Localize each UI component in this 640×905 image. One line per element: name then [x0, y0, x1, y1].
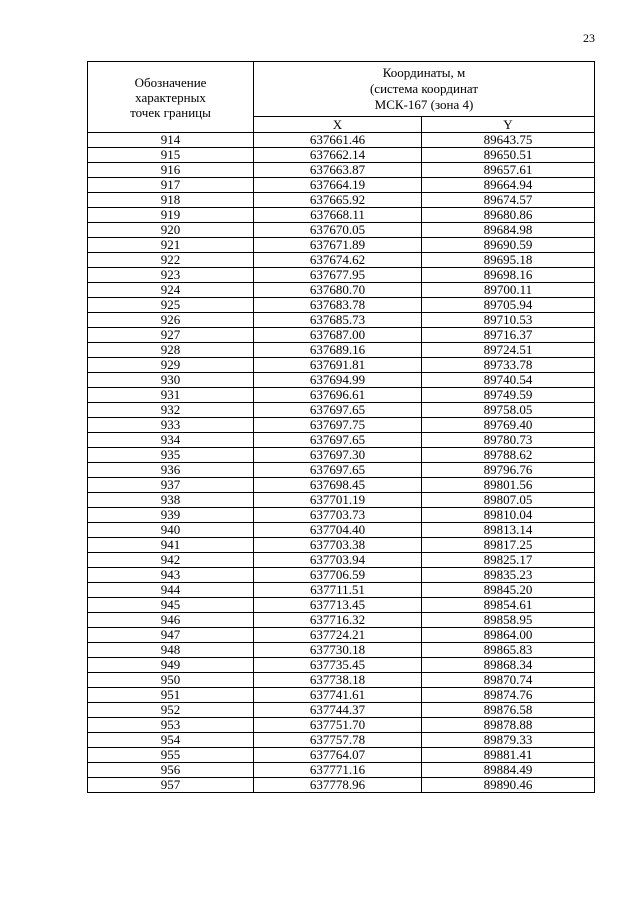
- table-row: [88, 553, 595, 568]
- table-row: [88, 388, 595, 403]
- table-row: [88, 163, 595, 178]
- point-number: 947: [88, 628, 254, 643]
- y-coordinate: 89643.75: [422, 133, 595, 148]
- table-row: [88, 568, 595, 583]
- y-coordinate: 89801.56: [422, 478, 595, 493]
- table-row: [88, 178, 595, 193]
- x-coordinate: 637685.73: [254, 313, 422, 328]
- table-row: [88, 523, 595, 538]
- x-coordinate: 637701.19: [254, 493, 422, 508]
- table-row: [88, 223, 595, 238]
- x-coordinate: 637687.00: [254, 328, 422, 343]
- x-coordinate: 637703.38: [254, 538, 422, 553]
- x-coordinate: 637730.18: [254, 643, 422, 658]
- point-number: 954: [88, 733, 254, 748]
- table-row: [88, 598, 595, 613]
- x-coordinate: 637683.78: [254, 298, 422, 313]
- table-row: [88, 193, 595, 208]
- y-coordinate: 89881.41: [422, 748, 595, 763]
- header-coords-line: МСК-167 (зона 4): [374, 96, 474, 112]
- point-number: 915: [88, 148, 254, 163]
- x-coordinate: 637764.07: [254, 748, 422, 763]
- table-row: [88, 268, 595, 283]
- header-designation-line: Обозначение: [134, 74, 207, 90]
- point-number: 949: [88, 658, 254, 673]
- table-row: [88, 583, 595, 598]
- table-row: [88, 403, 595, 418]
- point-number: 956: [88, 763, 254, 778]
- table-row: [88, 298, 595, 313]
- table-row: [88, 478, 595, 493]
- y-coordinate: 89674.57: [422, 193, 595, 208]
- x-coordinate: 637771.16: [254, 763, 422, 778]
- point-number: 945: [88, 598, 254, 613]
- point-number: 923: [88, 268, 254, 283]
- x-coordinate: 637663.87: [254, 163, 422, 178]
- point-number: 946: [88, 613, 254, 628]
- y-coordinate: 89807.05: [422, 493, 595, 508]
- y-coordinate: 89749.59: [422, 388, 595, 403]
- x-coordinate: 637697.75: [254, 418, 422, 433]
- y-coordinate: 89825.17: [422, 553, 595, 568]
- point-number: 938: [88, 493, 254, 508]
- table-row: [88, 373, 595, 388]
- y-coordinate: 89733.78: [422, 358, 595, 373]
- point-number: 944: [88, 583, 254, 598]
- table-row: [88, 283, 595, 298]
- table-row: [88, 613, 595, 628]
- header-y: Y: [422, 116, 595, 132]
- y-coordinate: 89868.34: [422, 658, 595, 673]
- y-coordinate: 89810.04: [422, 508, 595, 523]
- point-number: 953: [88, 718, 254, 733]
- x-coordinate: 637670.05: [254, 223, 422, 238]
- y-coordinate: 89817.25: [422, 538, 595, 553]
- y-coordinate: 89710.53: [422, 313, 595, 328]
- x-coordinate: 637716.32: [254, 613, 422, 628]
- table-row: [88, 748, 595, 763]
- y-coordinate: 89780.73: [422, 433, 595, 448]
- y-coordinate: 89835.23: [422, 568, 595, 583]
- x-coordinate: 637751.70: [254, 718, 422, 733]
- table-row: [88, 763, 595, 778]
- table-row: [88, 688, 595, 703]
- x-coordinate: 637689.16: [254, 343, 422, 358]
- point-number: 920: [88, 223, 254, 238]
- x-coordinate: 637713.45: [254, 598, 422, 613]
- point-number: 936: [88, 463, 254, 478]
- point-number: 950: [88, 673, 254, 688]
- point-number: 929: [88, 358, 254, 373]
- x-coordinate: 637694.99: [254, 373, 422, 388]
- x-coordinate: 637706.59: [254, 568, 422, 583]
- point-number: 955: [88, 748, 254, 763]
- y-coordinate: 89890.46: [422, 778, 595, 793]
- point-number: 926: [88, 313, 254, 328]
- header-coords-line: (система координат: [369, 80, 479, 96]
- y-coordinate: 89705.94: [422, 298, 595, 313]
- y-coordinate: 89758.05: [422, 403, 595, 418]
- y-coordinate: 89680.86: [422, 208, 595, 223]
- y-coordinate: 89865.83: [422, 643, 595, 658]
- point-number: 940: [88, 523, 254, 538]
- point-number: 934: [88, 433, 254, 448]
- x-coordinate: 637696.61: [254, 388, 422, 403]
- x-coordinate: 637697.65: [254, 403, 422, 418]
- x-coordinate: 637741.61: [254, 688, 422, 703]
- table-row: [88, 448, 595, 463]
- table-row: [88, 313, 595, 328]
- table-row: [88, 253, 595, 268]
- y-coordinate: 89864.00: [422, 628, 595, 643]
- y-coordinate: 89657.61: [422, 163, 595, 178]
- point-number: 921: [88, 238, 254, 253]
- y-coordinate: 89700.11: [422, 283, 595, 298]
- y-coordinate: 89858.95: [422, 613, 595, 628]
- point-number: 952: [88, 703, 254, 718]
- table-row: [88, 208, 595, 223]
- coordinates-table: [87, 61, 595, 793]
- table-body: [88, 133, 595, 793]
- x-coordinate: 637665.92: [254, 193, 422, 208]
- point-number: 925: [88, 298, 254, 313]
- table-row: [88, 718, 595, 733]
- point-number: 928: [88, 343, 254, 358]
- table-row: [88, 538, 595, 553]
- point-number: 917: [88, 178, 254, 193]
- y-coordinate: 89740.54: [422, 373, 595, 388]
- point-number: 930: [88, 373, 254, 388]
- table-row: [88, 673, 595, 688]
- x-coordinate: 637778.96: [254, 778, 422, 793]
- x-coordinate: 637744.37: [254, 703, 422, 718]
- point-number: 935: [88, 448, 254, 463]
- point-number: 957: [88, 778, 254, 793]
- x-coordinate: 637735.45: [254, 658, 422, 673]
- point-number: 924: [88, 283, 254, 298]
- point-number: 939: [88, 508, 254, 523]
- x-coordinate: 637704.40: [254, 523, 422, 538]
- y-coordinate: 89879.33: [422, 733, 595, 748]
- page-number: 23: [583, 31, 595, 45]
- y-coordinate: 89716.37: [422, 328, 595, 343]
- point-number: 937: [88, 478, 254, 493]
- x-coordinate: 637680.70: [254, 283, 422, 298]
- header-designation-line: характерных: [135, 89, 206, 105]
- x-coordinate: 637691.81: [254, 358, 422, 373]
- y-coordinate: 89650.51: [422, 148, 595, 163]
- table-row: [88, 238, 595, 253]
- x-coordinate: 637703.73: [254, 508, 422, 523]
- x-coordinate: 637703.94: [254, 553, 422, 568]
- y-coordinate: 89796.76: [422, 463, 595, 478]
- table-row: [88, 643, 595, 658]
- y-coordinate: 89854.61: [422, 598, 595, 613]
- y-coordinate: 89788.62: [422, 448, 595, 463]
- y-coordinate: 89769.40: [422, 418, 595, 433]
- point-number: 922: [88, 253, 254, 268]
- header-designation-line: точек границы: [130, 104, 211, 120]
- header-point-designation: [88, 62, 254, 133]
- y-coordinate: 89845.20: [422, 583, 595, 598]
- point-number: 919: [88, 208, 254, 223]
- x-coordinate: 637724.21: [254, 628, 422, 643]
- x-coordinate: 637697.30: [254, 448, 422, 463]
- x-coordinate: 637664.19: [254, 178, 422, 193]
- point-number: 948: [88, 643, 254, 658]
- y-coordinate: 89874.76: [422, 688, 595, 703]
- point-number: 943: [88, 568, 254, 583]
- x-coordinate: 637711.51: [254, 583, 422, 598]
- y-coordinate: 89695.18: [422, 253, 595, 268]
- y-coordinate: 89876.58: [422, 703, 595, 718]
- point-number: 933: [88, 418, 254, 433]
- x-coordinate: 637661.46: [254, 133, 422, 148]
- table-row: [88, 148, 595, 163]
- table-row: [88, 358, 595, 373]
- table-row: [88, 328, 595, 343]
- point-number: 916: [88, 163, 254, 178]
- x-coordinate: 637738.18: [254, 673, 422, 688]
- x-coordinate: 637668.11: [254, 208, 422, 223]
- x-coordinate: 637677.95: [254, 268, 422, 283]
- table-row: [88, 778, 595, 793]
- y-coordinate: 89870.74: [422, 673, 595, 688]
- x-coordinate: 637757.78: [254, 733, 422, 748]
- y-coordinate: 89884.49: [422, 763, 595, 778]
- table-row: [88, 133, 595, 148]
- table-row: [88, 508, 595, 523]
- x-coordinate: 637697.65: [254, 463, 422, 478]
- y-coordinate: 89878.88: [422, 718, 595, 733]
- table-row: [88, 628, 595, 643]
- x-coordinate: 637697.65: [254, 433, 422, 448]
- table-row: [88, 418, 595, 433]
- y-coordinate: 89813.14: [422, 523, 595, 538]
- y-coordinate: 89664.94: [422, 178, 595, 193]
- point-number: 942: [88, 553, 254, 568]
- table-row: [88, 658, 595, 673]
- y-coordinate: 89724.51: [422, 343, 595, 358]
- point-number: 951: [88, 688, 254, 703]
- header-coordinates: [254, 62, 595, 117]
- point-number: 941: [88, 538, 254, 553]
- y-coordinate: 89684.98: [422, 223, 595, 238]
- x-coordinate: 637674.62: [254, 253, 422, 268]
- point-number: 927: [88, 328, 254, 343]
- table-row: [88, 463, 595, 478]
- point-number: 931: [88, 388, 254, 403]
- header-x: X: [254, 116, 422, 132]
- table-row: [88, 703, 595, 718]
- point-number: 918: [88, 193, 254, 208]
- x-coordinate: 637671.89: [254, 238, 422, 253]
- y-coordinate: 89698.16: [422, 268, 595, 283]
- point-number: 914: [88, 133, 254, 148]
- point-number: 932: [88, 403, 254, 418]
- x-coordinate: 637662.14: [254, 148, 422, 163]
- table-row: [88, 493, 595, 508]
- table-row: [88, 733, 595, 748]
- header-coords-line: Координаты, м: [382, 64, 466, 80]
- y-coordinate: 89690.59: [422, 238, 595, 253]
- table-row: [88, 343, 595, 358]
- table-row: [88, 433, 595, 448]
- x-coordinate: 637698.45: [254, 478, 422, 493]
